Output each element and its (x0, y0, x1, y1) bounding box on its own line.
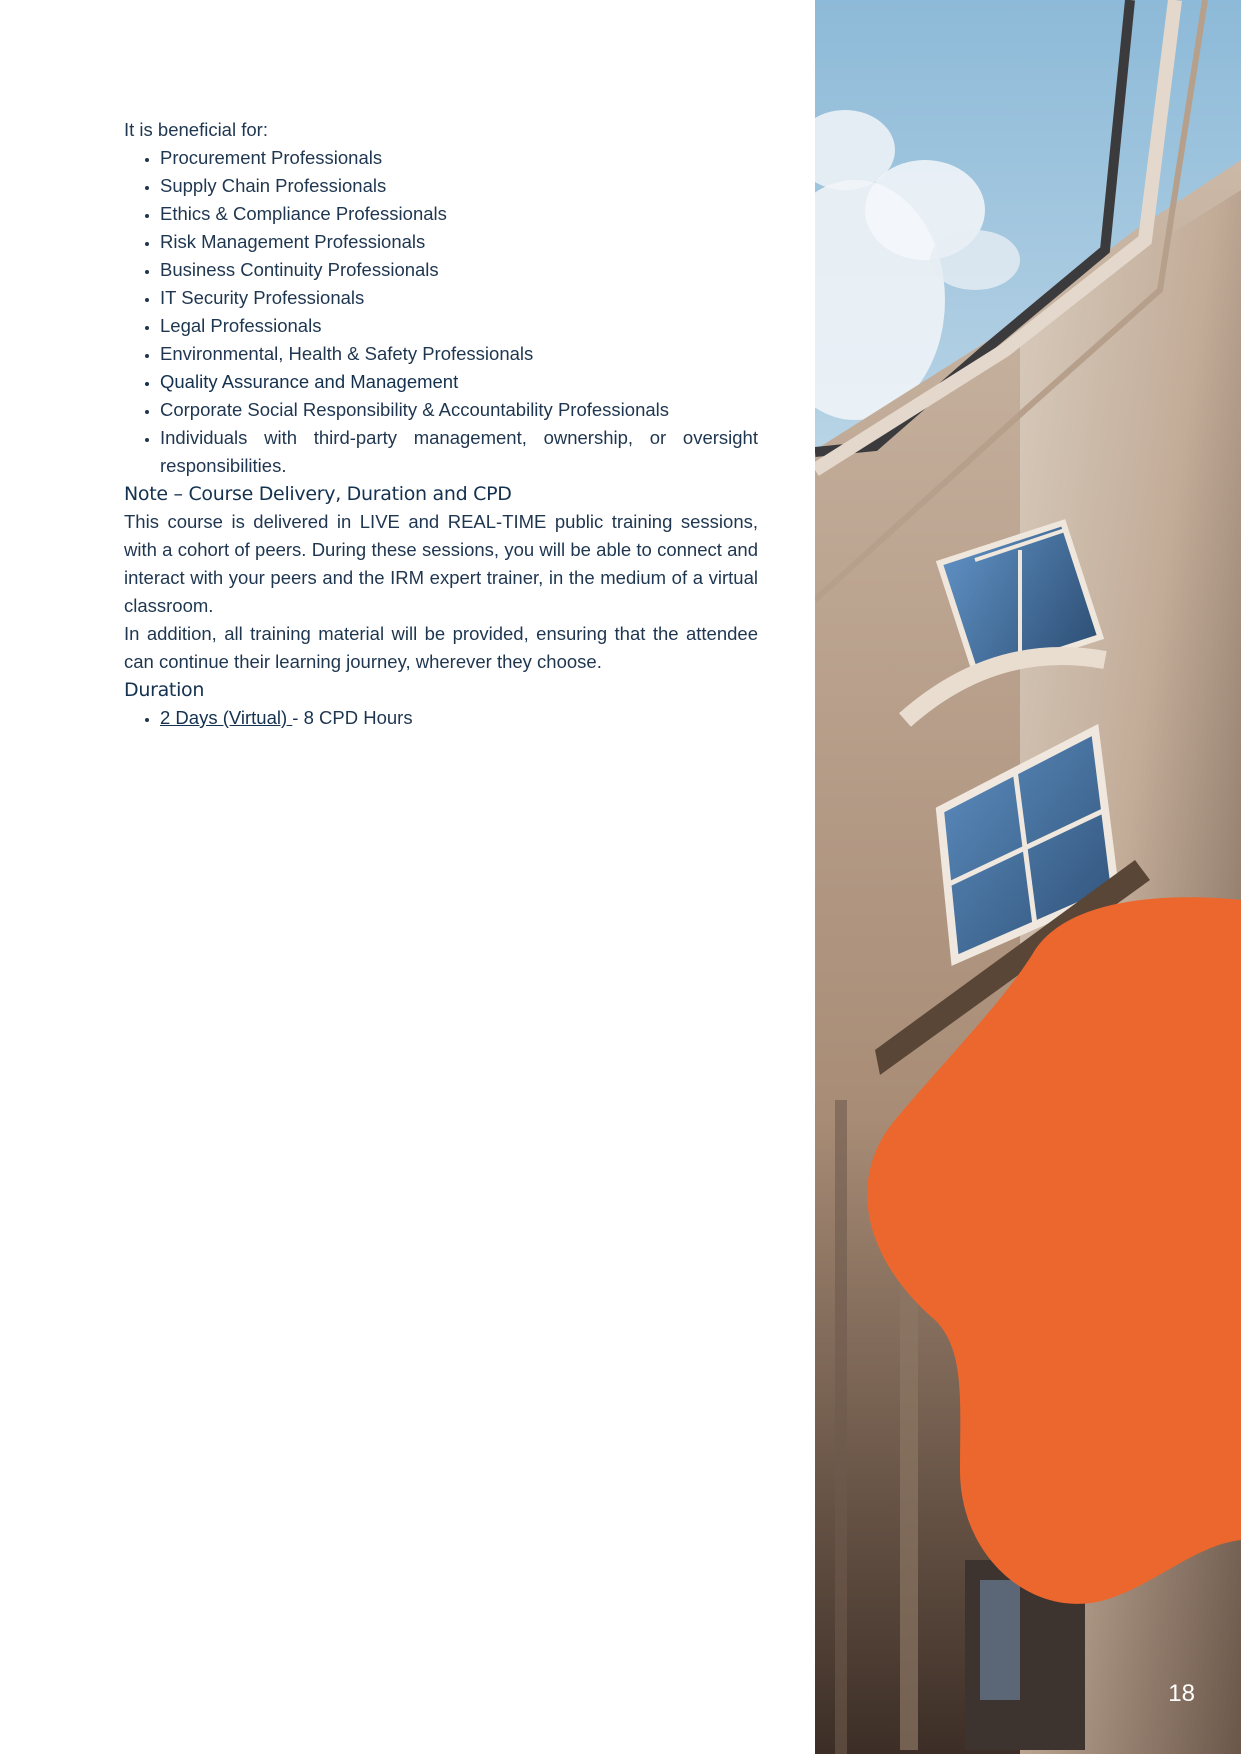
list-item: • Risk Management Professionals (160, 228, 758, 256)
note-heading: Note – Course Delivery, Duration and CPD (124, 483, 512, 505)
list-item: • IT Security Professionals (160, 284, 758, 312)
duration-suffix: CPD Hours (313, 707, 413, 728)
list-item: • Supply Chain Professionals (160, 172, 758, 200)
intro-text: It is beneficial for: (124, 119, 268, 140)
main-content (124, 116, 758, 732)
page-number: 18 (1168, 1680, 1195, 1707)
audience-list (124, 144, 758, 480)
list-item: • Corporate Social Responsibility & Accountability Professionals (160, 396, 758, 424)
duration-list (124, 704, 758, 732)
duration-item (160, 704, 758, 732)
duration-heading: Duration (124, 679, 205, 701)
list-item: • Individuals with third-party management, ownership, or oversight responsibilities. (160, 424, 758, 480)
note-paragraph-2: In addition, all training material will be provided, ensuring that the attendee can continue their learning journey, wherever they choose. (124, 623, 758, 672)
building-photo (815, 0, 1241, 1754)
note-paragraph-1: This course is delivered in LIVE and REAL-TIME public training sessions, with a cohort of peers. During these sessions, you will be able to connect and interact with your peers and the IRM expert trainer, in the medium of a virtual classroom. (124, 511, 758, 616)
list-item: • Legal Professionals (160, 312, 758, 340)
duration-link[interactable]: 2 Days (Virtual) (160, 707, 293, 728)
list-item: • Quality Assurance and Management (160, 368, 758, 396)
list-item: • Procurement Professionals (160, 144, 758, 172)
list-item: • Business Continuity Professionals (160, 256, 758, 284)
list-item: • Environmental, Health & Safety Professionals (160, 340, 758, 368)
list-item: • Ethics & Compliance Professionals (160, 200, 758, 228)
duration-separator: - 8 (292, 707, 314, 728)
